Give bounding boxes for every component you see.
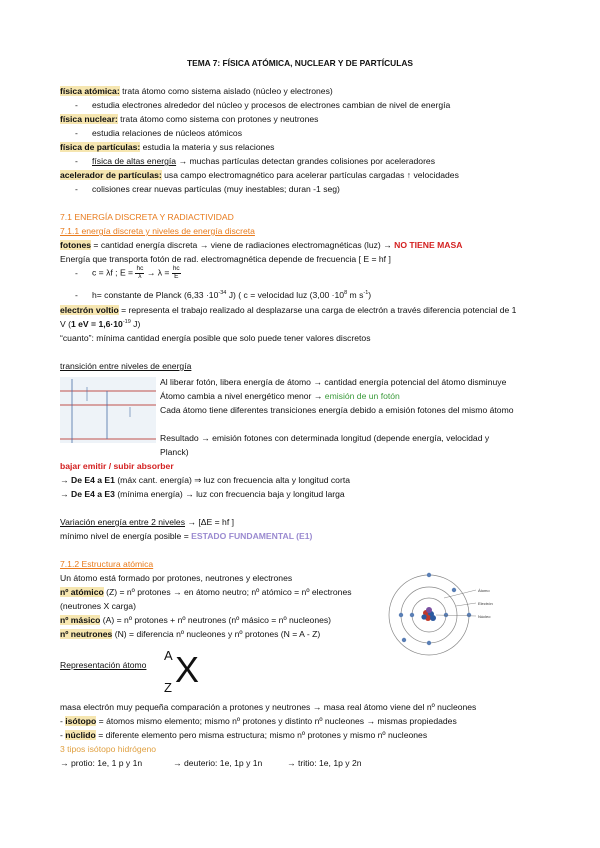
term-nuclido: núclido: [65, 730, 96, 740]
def-atomica-bullet: estudia electrones alrededor del núcleo y procesos de electrones cambian de nivel de energía: [92, 100, 451, 110]
protio-item: → protio: 1e, 1 p y 1n: [60, 758, 143, 768]
bullet-acelerador: -: [75, 184, 78, 194]
planck-exp: -34: [218, 290, 227, 297]
bullet-nuclear: -: [75, 128, 78, 138]
section-heading-7-1: 7.1 ENERGÍA DISCRETA Y RADIACTIVIDAD: [60, 212, 234, 222]
eq1-part-a: c = λf ; E =: [92, 267, 136, 278]
subsection-heading-7-1-2: 7.1.2 Estructura atómica: [60, 559, 154, 569]
subsection-heading-7-1-1: 7.1.1 energía discreta y niveles de energía discreta: [60, 226, 255, 236]
term-particulas: física de partículas:: [60, 142, 141, 152]
energy-levels-figure: [60, 377, 156, 443]
def-nuclear-bullet: estudia relaciones de núcleos atómicos: [92, 128, 243, 138]
atom-label-atomo: Átomo: [478, 588, 490, 593]
cuanto-line: “cuanto”: mínima cantidad energía posible que solo puede tener valores discretos: [60, 333, 371, 343]
isotopo-text: = átomos mismo elemento; mismo nº protones y distinto nº nucleones → mismas propiedades: [96, 716, 457, 726]
fraction-hc-lambda: [135, 266, 144, 280]
fraction-hc-e: [172, 266, 181, 280]
variacion-line: [60, 517, 234, 528]
def-atomica: [60, 86, 333, 97]
estructura-l1: Un átomo está formado por protones, neutrones y electrones: [60, 573, 293, 583]
numero-atomico-line: [60, 587, 352, 598]
transicion-heading: transición entre niveles de energía: [60, 361, 192, 371]
symbol-A: A: [164, 648, 173, 663]
bullet-atomica: -: [75, 100, 78, 110]
minimo-text: mínimo nivel de energía posible =: [60, 531, 192, 541]
def-atomica-text: trata átomo como sistema aislado (núcleo y electrones): [119, 86, 333, 96]
variacion-text: → [ΔE = hf ]: [185, 517, 234, 527]
masa-line: masa electrón muy pequeña comparación a protones y neutrones → masa real átomo viene del nº nucleones: [60, 702, 477, 712]
atom-diagram: [384, 570, 494, 660]
energia-line: Energía que transporta fotón de rad. electromagnética depende de frecuencia [ E = hf ]: [60, 254, 391, 264]
transicion-l1: Al liberar fotón, libera energía de átomo → cantidad energía potencial del átomo disminuye: [160, 377, 507, 387]
term-atomica: física atómica:: [60, 86, 120, 96]
term-nuclear: física nuclear:: [60, 114, 118, 124]
s-exp: -1: [363, 290, 369, 297]
e4-e1-arrow: →: [60, 475, 71, 485]
term-electron-voltio: electrón voltio: [60, 305, 119, 315]
frac1-den: λ: [138, 272, 142, 280]
bullet-particulas: -: [75, 156, 78, 166]
minimo-line: [60, 531, 312, 542]
term-numero-atomico: nº atómico: [60, 587, 104, 597]
c-exp: 8: [344, 290, 348, 297]
e4-e1-line: [60, 475, 350, 486]
ev-line2-a: V (: [60, 319, 71, 329]
def-nuclear: [60, 114, 318, 125]
no-masa-label: NO TIENE MASA: [394, 240, 463, 250]
atom-label-electron: Electrón: [478, 601, 493, 606]
numero-masico-line: [60, 615, 331, 626]
numero-neutrones-line: [60, 629, 320, 640]
planck-line: [92, 290, 371, 301]
e4-e3-text: (mínima energía) → luz con frecuencia baja y longitud larga: [114, 489, 345, 499]
term-acelerador: acelerador de partículas:: [60, 170, 162, 180]
numero-atomico-text: (Z) = nº protones → en átomo neutro; nº atómico = nº electrones: [103, 587, 352, 597]
def-acelerador-text: usa campo electromagnético para acelerar partículas cargadas ↑ velocidades: [161, 170, 459, 180]
tritio-item: → tritio: 1e, 1p y 2n: [287, 758, 362, 768]
deuterio-item: → deuterio: 1e, 1p y 1n: [173, 758, 263, 768]
planck-b: J) ( c = velocidad luz (3,00 ·10: [226, 290, 345, 300]
term-numero-masico: nº másico: [60, 615, 101, 625]
numero-atomico-line2: (neutrones X carga): [60, 601, 136, 611]
e4-e3-line: [60, 489, 345, 500]
page-title: TEMA 7: FÍSICA ATÓMICA, NUCLEAR Y DE PARTÍCULAS: [187, 58, 413, 68]
numero-neutrones-text: (N) = diferencia nº nucleones y nº protones (N = A - Z): [112, 629, 321, 639]
bajar-subir-label: bajar emitir / subir absorber: [60, 461, 174, 471]
estado-fundamental-label: ESTADO FUNDAMENTAL (E1): [191, 531, 313, 541]
equation-lambda: [92, 266, 181, 280]
leader-electron: [456, 603, 476, 606]
nucleus-icon: [421, 607, 436, 621]
numero-masico-text: (A) = nº protones + nº neutrones (nº másico = nº nucleones): [100, 615, 332, 625]
def-acelerador: [60, 170, 459, 181]
def-nuclear-text: trata átomo como sistema con protones y neutrones: [117, 114, 319, 124]
transicion-l5: Planck): [160, 447, 189, 457]
def-particulas-text: estudia la materia y sus relaciones: [140, 142, 275, 152]
frac2-num: hc: [172, 265, 180, 272]
figure-bg: [60, 377, 156, 443]
eq1-part-b: → λ =: [144, 267, 172, 278]
def-particulas: [60, 142, 274, 153]
transicion-l2: [160, 391, 400, 402]
term-fotones: fotones: [60, 240, 92, 250]
transicion-l3: Cada átomo tiene diferentes transiciones energía debido a emisión fotones del mismo átomo: [160, 405, 514, 415]
ev-text: = representa el trabajo realizado al desplazarse una carga de electrón a través diferencia potencial de 1: [118, 305, 517, 315]
symbol-Z: Z: [164, 680, 172, 695]
term-numero-neutrones: nº neutrones: [60, 629, 113, 639]
electrons-icon: [399, 573, 471, 645]
fotones-line: [60, 240, 462, 251]
planck-c: m s: [347, 290, 364, 300]
frac1-num: hc: [136, 265, 144, 272]
emision-foton-label: emisión de un fotón: [324, 391, 400, 401]
term-isotopo: isótopo: [65, 716, 97, 726]
ev-line2: [60, 319, 140, 330]
ev-line2-c: J): [130, 319, 141, 329]
atom-label-nucleo: Núcleo: [478, 614, 491, 619]
symbol-X: X: [175, 649, 200, 690]
e4-e3-term: De E4 a E3: [70, 489, 115, 499]
altas-energia-term: física de altas energía: [92, 156, 177, 166]
ev-exp: -19: [122, 319, 131, 326]
transicion-l4: Resultado → emisión fotones con determinada longitud (depende energía, velocidad y: [160, 433, 490, 443]
e4-e1-term: De E4 a E1: [70, 475, 115, 485]
e4-e3-arrow: →: [60, 489, 71, 499]
tipos-isotopo-label: 3 tipos isótopo hidrógeno: [60, 744, 157, 754]
def-acelerador-bullet: colisiones crear nuevas partículas (muy inestables; duran -1 seg): [92, 184, 340, 194]
ev-value: 1 eV = 1,6·10: [70, 319, 123, 329]
altas-energia-text: → muchas partículas detectan grandes colisiones por aceleradores: [176, 156, 436, 166]
ev-line: [60, 305, 516, 316]
bullet-eq2: -: [75, 290, 78, 300]
transicion-l2-a: Átomo cambia a nivel energético menor →: [160, 391, 325, 401]
nuclido-text: = diferente elemento pero misma estructura; mismo nº protones y mismo nº nucleones: [95, 730, 428, 740]
frac2-den: E: [174, 272, 179, 280]
nuclido-dash: -: [60, 730, 66, 740]
e4-e1-text: (máx cant. energía) ⇒ luz con frecuencia alta y longitud corta: [114, 475, 350, 485]
def-particulas-bullet: [92, 156, 435, 167]
nuclido-line: [60, 730, 427, 741]
planck-a: h= constante de Planck (6,33 ·10: [92, 290, 219, 300]
representacion-label: Representación átomo: [60, 660, 147, 670]
variacion-term: Variación energía entre 2 niveles: [60, 517, 186, 527]
fotones-text: = cantidad energía discreta → viene de radiaciones electromagnéticas (luz) →: [91, 240, 395, 250]
planck-d: ): [368, 290, 372, 300]
bullet-eq1: -: [75, 268, 78, 278]
isotopo-dash: -: [60, 716, 66, 726]
leader-atomo: [444, 590, 476, 598]
isotopo-line: [60, 716, 457, 727]
